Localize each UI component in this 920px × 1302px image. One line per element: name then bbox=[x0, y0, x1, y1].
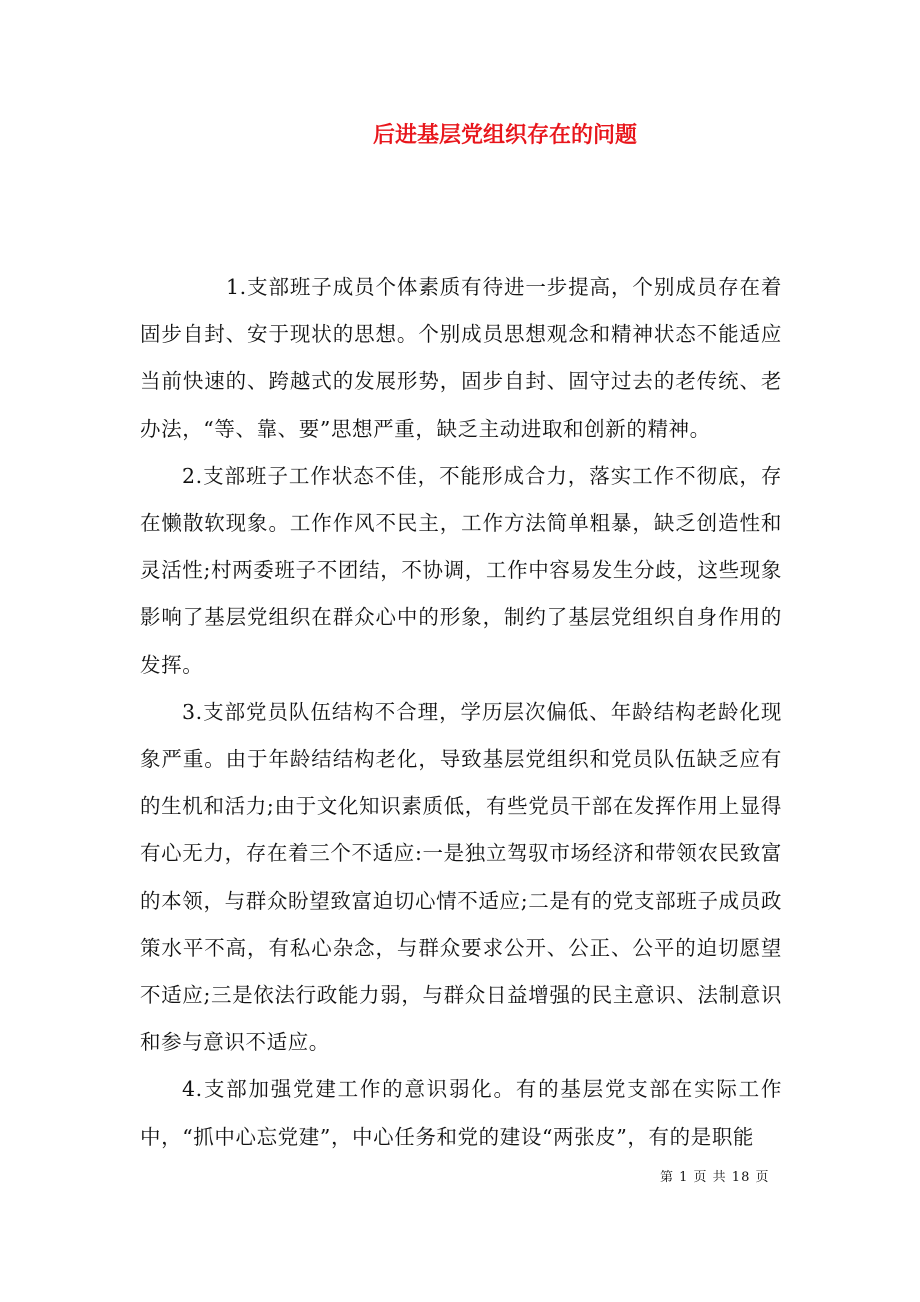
document-body bbox=[140, 264, 782, 1161]
document-title: 后进基层党组织存在的问题 bbox=[372, 123, 637, 148]
paragraph-2: 2.支部班子工作状态不佳，不能形成合力，落实工作不彻底，存在懒散软现象。工作作风不民主，工作方法简单粗暴，缺乏创造性和灵活性;村两委班子不团结，不协调，工作中容易发生分歧，这些现象影响了基层党组织在群众心中的形象，制约了基层党组织自身作用的发挥。 bbox=[140, 463, 782, 677]
paragraph-1: 1.支部班子成员个体素质有待进一步提高，个别成员存在着固步自封、安于现状的思想。个别成员思想观念和精神状态不能适应当前快速的、跨越式的发展形势，固步自封、固守过去的老传统、老办法，“等、靠、要”思想严重，缺乏主动进取和创新的精神。 bbox=[140, 275, 782, 441]
page-number-footer: 第 1 页 共 18 页 bbox=[660, 1170, 770, 1185]
paragraph-3: 3.支部党员队伍结构不合理，学历层次偏低、年龄结构老龄化现象严重。由于年龄结结构老化，导致基层党组织和党员队伍缺乏应有的生机和活力;由于文化知识素质低，有些党员干部在发挥作用上显得有心无力，存在着三个不适应:一是独立驾驭市场经济和带领农民致富的本领，与群众盼望致富迫切心情不适应;二是有的党支部班子成员政策水平不高，有私心杂念，与群众要求公开、公正、公平的迫切愿望不适应;三是依法行政能力弱，与群众日益增强的民主意识、法制意识和参与意识不适应。 bbox=[140, 699, 782, 1055]
paragraph-4: 4.支部加强党建工作的意识弱化。有的基层党支部在实际工作中，“抓中心忘党建”，中心任务和党的建设“两张皮”，有的是职能 bbox=[140, 1077, 782, 1149]
